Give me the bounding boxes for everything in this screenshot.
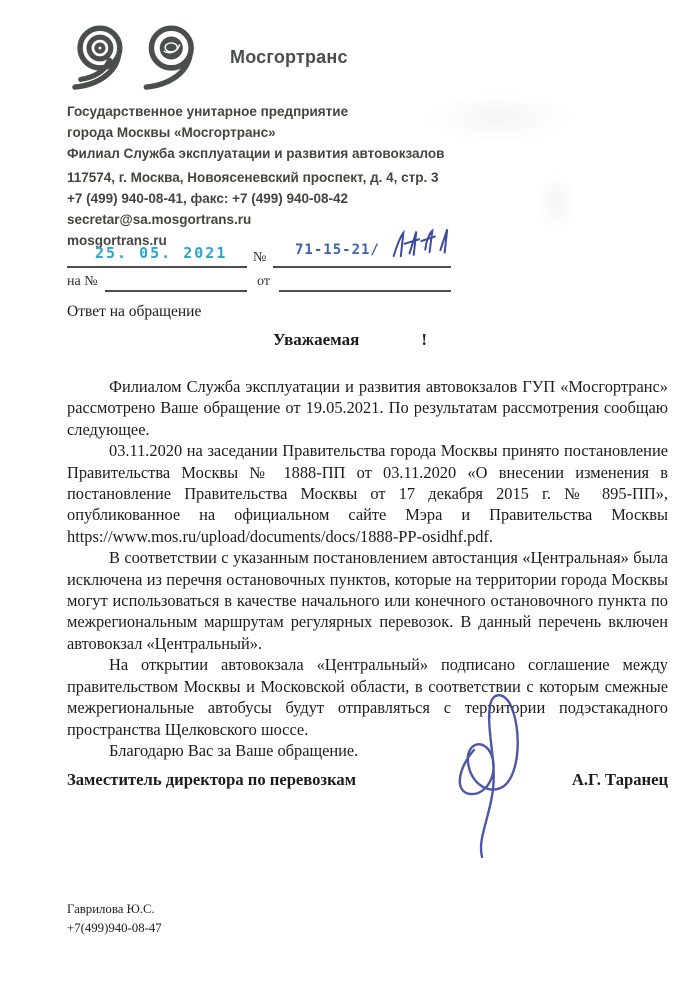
incoming-from-label: от (257, 274, 270, 289)
org-line-3: Филиал Служба эксплуатации и развития автовокзалов (67, 146, 445, 161)
paragraph-3: В соответствии с указанным постановлением автостанция «Центральная» была исключена из перечня остановочных пунктов, которые на территории города Москвы могут использоваться в качестве начального или конечного остановочного пункта по межрегиональным маршрутам регулярных перевозок. В данный перечень включен автовокзал «Центральный». (67, 548, 668, 653)
executor-block (67, 900, 162, 938)
logo-pin-emblem-icon (138, 23, 202, 91)
scan-artifact (536, 172, 578, 234)
handwritten-number-scribble-icon (387, 223, 457, 273)
org-line-2: города Москвы «Мосгортранс» (67, 125, 276, 140)
signoff-row (67, 770, 668, 790)
email-address: secretar@sa.mosgortrans.ru (67, 212, 252, 227)
letterhead (66, 22, 348, 92)
scan-artifact (424, 92, 574, 144)
paragraph-2: 03.11.2020 на заседании Правительства города Москвы принято постановление Правительства Москвы № 1888-ПП от 03.11.2020 «О внесении изменения в постановление Правительства Москвы от 17 декабря 2015 г. № 895-ПП», опубликованное на официальном сайте Мэра и Правительства Москвы https://www.mos.ru/upload/documents/docs/1888-PP-osidhf.pdf. (67, 441, 668, 546)
executor-phone: +7(499)940-08-47 (67, 921, 162, 935)
mosgortrans-logo (66, 23, 202, 91)
logo-pin-rings-icon (66, 23, 130, 91)
incoming-ref-label: на № (67, 274, 98, 289)
letter-body (67, 376, 668, 761)
requisites-block (67, 238, 452, 300)
paragraph-1: Филиалом Служба эксплуатации и развития автовокзалов ГУП «Мосгортранс» рассмотрено Ваше обращение от 19.05.2021. По результатам рассмотрения сообщаю следующее. (67, 377, 668, 439)
subject-line: Ответ на обращение (67, 303, 202, 320)
phone-fax: +7 (499) 940-08-41, факс: +7 (499) 940-08-42 (67, 191, 349, 206)
signoff-name: А.Г. Таранец (571, 770, 668, 789)
salutation-prefix: Уважаемая (273, 330, 360, 349)
website: mosgortrans.ru (67, 233, 167, 248)
date-stamp: 25. 05. 2021 (95, 244, 228, 262)
date-underline (67, 266, 247, 268)
org-line-1: Государственное унитарное предприятие (67, 104, 349, 119)
brand-name: Мосгортранс (230, 46, 348, 67)
number-sign-label: № (253, 250, 267, 265)
executor-name: Гаврилова Ю.С. (67, 902, 155, 916)
incoming-ref-underline (105, 290, 247, 292)
postal-address: 117574, г. Москва, Новоясеневский проспект, д. 4, стр. 3 (67, 170, 439, 185)
paragraph-4: На открытии автовокзала «Центральный» подписано соглашение между правительством Москвы и Московской области, в соответствии с которым смежные межрегиональные автобусы будут отправляться с территории подэстакадного пространства Щелковского шоссе. (67, 655, 668, 739)
paragraph-5: Благодарю Вас за Ваше обращение. (109, 740, 359, 760)
salutation-punctuation: ! (421, 330, 427, 349)
incoming-from-underline (279, 290, 451, 292)
organization-block (67, 101, 444, 164)
signoff-position: Заместитель директора по перевозкам (67, 770, 357, 789)
outgoing-number-stamp: 71-15-21/ (295, 242, 380, 258)
handwritten-signature-icon (428, 688, 558, 863)
salutation-line (0, 330, 700, 350)
